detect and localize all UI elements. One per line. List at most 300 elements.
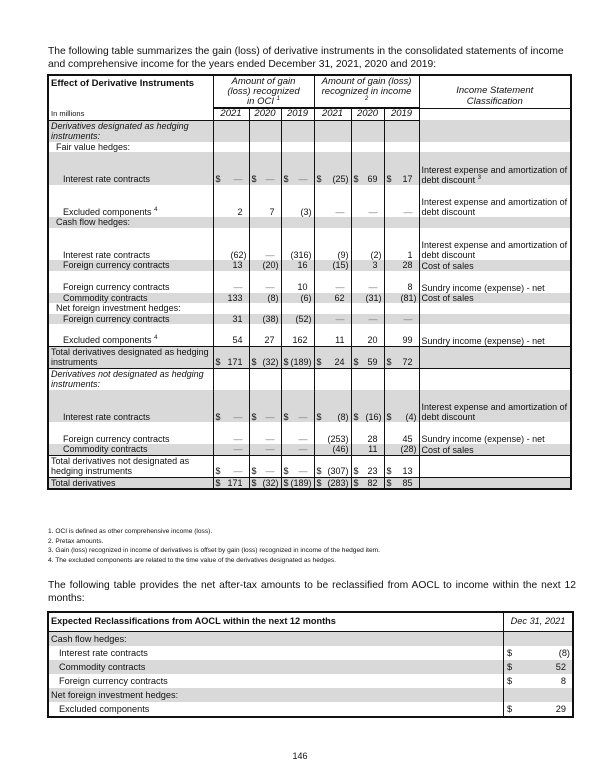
value-cell	[351, 477, 384, 489]
cell-value: —	[298, 433, 308, 444]
row-label	[48, 477, 213, 489]
cell-value: (46)	[332, 444, 349, 454]
oci-group-label: Amount of gain (loss) recognized in OCI	[227, 76, 300, 107]
currency-symbol: $	[507, 704, 513, 714]
value-cell	[249, 368, 281, 390]
value-cell	[281, 142, 314, 153]
cell-value: —	[335, 282, 345, 292]
row-label	[48, 368, 213, 390]
cell-value: —	[265, 433, 275, 444]
value-cell	[351, 152, 384, 185]
row-label-text: Total derivatives	[51, 477, 116, 488]
value-cell	[351, 346, 384, 368]
cell-value: —	[265, 466, 275, 476]
cell-value: 11	[335, 335, 345, 345]
table-title: Effect of Derivative Instruments	[48, 75, 213, 109]
cell-value: (32)	[262, 477, 279, 488]
cell-value: 24	[334, 357, 345, 367]
value-cell	[281, 260, 314, 271]
classification-header: Income Statement Classification	[419, 75, 571, 109]
year-header: 2021	[314, 109, 351, 121]
cell-value: —	[265, 444, 275, 454]
cell-value: (9)	[337, 249, 349, 260]
cell-value: (20)	[262, 260, 279, 270]
currency-symbol: $	[386, 411, 392, 422]
year-header: 2019	[281, 109, 314, 121]
value-cell	[351, 390, 384, 423]
footnote-ref: 4	[154, 206, 158, 213]
row-label	[48, 444, 213, 455]
cell-value: 82	[367, 477, 378, 488]
currency-symbol: $	[316, 411, 322, 422]
cell-value: 31	[232, 313, 243, 324]
value-cell	[384, 444, 419, 455]
value-cell	[213, 422, 249, 444]
cell-value: (32)	[262, 357, 279, 367]
value-cell	[504, 660, 574, 674]
currency-symbol: $	[507, 648, 513, 658]
year-header: 2021	[213, 109, 249, 121]
footnote: 2. Pretax amounts.	[48, 537, 104, 545]
intro-paragraph: The following table summarizes the gain (loss) of derivative instruments in the consolidated statements of income and comprehensive income for the years ended December 31, 2021, 2020 and 2019:	[48, 46, 564, 70]
row-label: Interest rate contracts	[59, 648, 148, 658]
currency-symbol: $	[283, 477, 289, 488]
value-cell	[351, 444, 384, 455]
value-cell	[384, 260, 419, 271]
classification-cell	[419, 422, 571, 444]
value-cell	[351, 314, 384, 325]
value-cell	[249, 346, 281, 368]
value-cell	[249, 293, 281, 304]
cell-value: —	[403, 313, 413, 324]
value-cell	[351, 217, 384, 228]
classification-cell	[419, 303, 571, 314]
cell-value: 13	[402, 466, 413, 476]
value-cell	[384, 217, 419, 228]
footnote: 3. Gain (loss) recognized in income of derivatives is offset by gain (loss) recognized in income of the hedged item.	[48, 547, 380, 555]
value-cell	[213, 314, 249, 325]
value-cell	[249, 217, 281, 228]
value-cell	[213, 271, 249, 293]
table-row	[48, 324, 571, 346]
derivative-effects-table	[47, 74, 572, 490]
value-cell	[351, 293, 384, 304]
value-cell	[249, 303, 281, 314]
cell-value: —	[233, 466, 243, 476]
cell-value: 162	[292, 335, 308, 345]
table-row	[48, 422, 571, 444]
cell-value: 52	[555, 662, 566, 672]
value-cell	[249, 271, 281, 293]
cell-value: 28	[367, 433, 378, 444]
value-cell	[314, 185, 351, 218]
value-cell	[314, 217, 351, 228]
cell-value: 8	[407, 282, 413, 292]
value-cell	[249, 314, 281, 325]
cell-value: (31)	[365, 292, 382, 303]
cell-value: 45	[402, 433, 413, 444]
value-cell	[281, 422, 314, 444]
value-cell	[249, 228, 281, 261]
value-cell	[384, 368, 419, 390]
cell-value: (8)	[267, 292, 279, 303]
cell-value: 3	[372, 260, 378, 270]
value-cell	[314, 314, 351, 325]
value-cell	[249, 455, 281, 477]
total-row	[48, 346, 571, 368]
value-cell	[281, 477, 314, 489]
row-label	[48, 314, 213, 325]
value-cell	[281, 185, 314, 218]
value-cell	[351, 185, 384, 218]
value-cell	[249, 477, 281, 489]
table-row	[48, 390, 571, 423]
value-cell	[314, 390, 351, 423]
cell-value: (307)	[327, 466, 349, 476]
cell-value: —	[335, 206, 345, 217]
value-cell	[314, 142, 351, 153]
currency-symbol: $	[251, 174, 257, 184]
classification-text: Interest expense and amortization of debt discount	[421, 402, 568, 422]
footnote-ref: 2	[364, 96, 369, 102]
row-label	[48, 120, 213, 142]
row-label: Cash flow hedges:	[51, 634, 127, 644]
row-label-text: Cash flow hedges:	[56, 217, 131, 227]
row-label: Net foreign investment hedges:	[51, 690, 179, 700]
value-cell	[314, 422, 351, 444]
row-label	[48, 390, 213, 423]
cell-value: (2)	[370, 249, 382, 260]
value-cell	[213, 293, 249, 304]
table-row	[48, 444, 571, 455]
cell-value: 27	[264, 335, 275, 345]
cell-value: 85	[402, 477, 413, 488]
value-cell	[351, 142, 384, 153]
footnote-ref: 4	[154, 335, 158, 341]
cell-value: —	[298, 411, 308, 422]
table-body	[48, 120, 571, 489]
currency-symbol: $	[353, 411, 359, 422]
cell-value: —	[298, 444, 308, 454]
cell-value: 20	[367, 335, 378, 345]
classification-cell	[419, 120, 571, 142]
value-cell	[314, 228, 351, 261]
value-cell	[281, 324, 314, 346]
classification-cell	[419, 217, 571, 228]
cell-value: (6)	[300, 292, 312, 303]
cell-value: —	[233, 282, 243, 292]
currency-symbol: $	[386, 477, 392, 488]
cell-value: 23	[367, 466, 378, 476]
cell-value: 72	[402, 357, 413, 367]
footnotes	[48, 527, 380, 565]
value-cell	[249, 142, 281, 153]
classification-cell	[419, 368, 571, 390]
cell-value: 1	[407, 249, 413, 260]
cell-value: (62)	[230, 249, 247, 260]
currency-symbol: $	[283, 466, 289, 476]
section-header-row	[48, 142, 571, 153]
value-cell	[249, 260, 281, 271]
value-cell	[384, 314, 419, 325]
row-label	[48, 152, 213, 185]
value-cell	[351, 120, 384, 142]
units-label: In millions	[48, 109, 213, 121]
row-label	[48, 260, 213, 271]
value-cell	[314, 477, 351, 489]
classification-cell	[419, 271, 571, 293]
cell-value: 13	[232, 260, 243, 270]
row-label-text: Interest rate contracts	[63, 174, 151, 184]
value-cell	[213, 217, 249, 228]
row-label	[48, 346, 213, 368]
table-title: Expected Reclassifications from AOCL within the next 12 months	[48, 612, 504, 632]
footnote-ref: 1	[276, 96, 280, 102]
row-label	[48, 303, 213, 314]
cell-value: (4)	[405, 411, 417, 422]
row-label	[48, 422, 213, 444]
value-cell	[314, 120, 351, 142]
cell-value: (16)	[365, 411, 382, 422]
cell-value: —	[233, 411, 243, 422]
currency-symbol: $	[353, 477, 359, 488]
value-cell	[213, 477, 249, 489]
cell-value: 62	[334, 292, 345, 303]
cell-value: 7	[269, 206, 275, 217]
table-row	[48, 271, 571, 293]
value-cell	[213, 185, 249, 218]
row-label-text: Derivatives designated as hedging instruments:	[51, 120, 189, 141]
classification-text: Cost of sales	[421, 444, 474, 455]
currency-symbol: $	[316, 357, 322, 367]
total-row	[48, 455, 571, 477]
cell-value: (3)	[300, 206, 312, 217]
value-cell	[213, 303, 249, 314]
year-header: 2020	[249, 109, 281, 121]
year-header: 2020	[351, 109, 384, 121]
cell-value: —	[265, 174, 275, 184]
classification-cell	[419, 314, 571, 325]
currency-symbol: $	[386, 174, 392, 184]
currency-symbol: $	[507, 676, 513, 686]
row-label-text: Foreign currency contracts	[63, 260, 170, 270]
value-cell	[281, 120, 314, 142]
value-cell	[384, 346, 419, 368]
row-label-text: Interest rate contracts	[63, 249, 151, 260]
row-label-text: Interest rate contracts	[63, 411, 151, 422]
value-cell	[384, 455, 419, 477]
currency-symbol: $	[215, 411, 221, 422]
value-cell	[213, 142, 249, 153]
value-cell	[249, 422, 281, 444]
cell-value: (316)	[290, 249, 312, 260]
cell-value: —	[403, 206, 413, 217]
table-row	[48, 260, 571, 271]
classification-text: Interest expense and amortization of debt discount	[421, 164, 568, 185]
cell-value: (8)	[558, 648, 570, 658]
row-label	[48, 185, 213, 218]
value-cell	[504, 674, 574, 688]
row-label-text: Commodity contracts	[63, 292, 148, 303]
footnote: 1. OCI is defined as other comprehensive income (loss).	[48, 528, 213, 535]
classification-cell	[419, 346, 571, 368]
date-column-header: Dec 31, 2021	[504, 612, 574, 632]
value-cell	[384, 422, 419, 444]
cell-value: (81)	[400, 292, 417, 303]
classification-cell	[419, 324, 571, 346]
cell-value: —	[265, 249, 275, 260]
currency-symbol: $	[507, 662, 513, 672]
row-label-text: Foreign currency contracts	[63, 313, 170, 324]
value-cell	[504, 646, 574, 660]
footnote-ref: 3	[477, 174, 481, 181]
value-cell	[314, 324, 351, 346]
value-cell	[384, 120, 419, 142]
value-cell	[249, 185, 281, 218]
intro-paragraph-aocl: The following table provides the net after-tax amounts to be reclassified from AOCL to income within the next 12 months:	[48, 580, 576, 604]
classification-text: Sundry income (expense) - net	[421, 282, 545, 293]
classification-text: Sundry income (expense) - net	[421, 434, 545, 444]
footnote: 4. The excluded components are related to the time value of the derivatives designated as hedges.	[48, 556, 336, 564]
cell-value: 8	[560, 676, 566, 686]
cell-value: (189)	[290, 477, 312, 488]
value-cell	[384, 142, 419, 153]
value-cell	[314, 444, 351, 455]
currency-symbol: $	[283, 174, 289, 184]
cell-value: —	[265, 282, 275, 292]
cell-value: —	[233, 444, 243, 454]
cell-value	[566, 634, 570, 644]
row-label: Foreign currency contracts	[59, 676, 168, 686]
cell-value: 17	[402, 174, 413, 184]
table-row	[48, 660, 573, 674]
cell-value: (189)	[290, 357, 312, 367]
section-header-row	[48, 217, 571, 228]
row-label-text: Total derivatives not designated as hedging instruments	[51, 455, 190, 476]
value-cell	[249, 324, 281, 346]
cell-value: (28)	[400, 444, 417, 454]
value-cell	[384, 152, 419, 185]
value-cell	[351, 368, 384, 390]
cell-value: —	[233, 174, 243, 184]
currency-symbol: $	[316, 174, 322, 184]
value-cell	[281, 444, 314, 455]
row-label-text: Total derivatives designated as hedging instruments	[51, 346, 209, 367]
currency-symbol: $	[251, 466, 257, 476]
row-label-text: Excluded components	[63, 335, 152, 345]
page-number: 146	[292, 751, 308, 761]
classification-cell	[419, 185, 571, 218]
row-label-text: Fair value hedges:	[56, 141, 131, 152]
value-cell	[384, 293, 419, 304]
year-header: 2019	[384, 109, 419, 121]
cell-value: 69	[367, 174, 378, 184]
row-label: Commodity contracts	[59, 662, 146, 672]
row-label-text: Commodity contracts	[63, 444, 148, 454]
cell-value: —	[335, 313, 345, 324]
classification-cell	[419, 455, 571, 477]
cell-value: 99	[402, 335, 413, 345]
value-cell	[384, 228, 419, 261]
currency-symbol: $	[251, 357, 257, 367]
currency-symbol: $	[353, 466, 359, 476]
classification-text: Sundry income (expense) - net	[421, 335, 545, 346]
value-cell	[213, 368, 249, 390]
row-label	[48, 271, 213, 293]
value-cell	[504, 632, 574, 647]
value-cell	[351, 455, 384, 477]
classification-text: Cost of sales	[421, 293, 474, 303]
classification-cell	[419, 260, 571, 271]
table-row	[48, 688, 573, 702]
currency-symbol: $	[283, 357, 289, 367]
cell-value: (8)	[337, 411, 349, 422]
value-cell	[314, 293, 351, 304]
value-cell	[314, 346, 351, 368]
value-cell	[504, 688, 574, 702]
value-cell	[281, 271, 314, 293]
value-cell	[213, 324, 249, 346]
value-cell	[384, 324, 419, 346]
cell-value	[566, 690, 570, 700]
cell-value: 133	[227, 292, 243, 303]
row-label-text: Derivatives not designated as hedging instruments:	[51, 368, 204, 389]
row-label: Excluded components	[59, 704, 150, 714]
value-cell	[281, 217, 314, 228]
value-cell	[384, 303, 419, 314]
value-cell	[314, 303, 351, 314]
cell-value: —	[233, 433, 243, 444]
table-row	[48, 646, 573, 660]
value-cell	[351, 422, 384, 444]
value-cell	[213, 228, 249, 261]
cell-value: 2	[237, 206, 243, 217]
row-label-text: Foreign currency contracts	[63, 282, 170, 292]
aocl-reclassification-table	[47, 611, 574, 718]
row-label	[48, 324, 213, 346]
cell-value: 171	[227, 477, 243, 488]
row-label	[48, 228, 213, 261]
cell-value: 28	[402, 260, 413, 270]
row-label	[48, 293, 213, 304]
classification-text: Cost of sales	[421, 260, 474, 271]
classification-cell	[419, 228, 571, 261]
value-cell	[213, 444, 249, 455]
value-cell	[314, 260, 351, 271]
currency-symbol: $	[251, 477, 257, 488]
income-group-label: Amount of gain (loss) recognized in income	[321, 76, 412, 97]
cell-value: 59	[367, 357, 378, 367]
value-cell	[351, 324, 384, 346]
cell-value: (52)	[295, 313, 312, 324]
value-cell	[281, 455, 314, 477]
classification-text: Interest expense and amortization of debt discount	[421, 240, 568, 260]
classification-cell	[419, 142, 571, 153]
row-label	[48, 217, 213, 228]
cell-value: —	[368, 282, 378, 292]
row-label	[48, 142, 213, 153]
classification-text: Interest expense and amortization of debt discount	[421, 197, 568, 217]
value-cell	[281, 293, 314, 304]
cell-value: 10	[297, 282, 308, 292]
section-header-row	[48, 303, 571, 314]
value-cell	[384, 271, 419, 293]
value-cell	[281, 314, 314, 325]
cell-value: (38)	[262, 313, 279, 324]
table-row	[48, 674, 573, 688]
value-cell	[249, 390, 281, 423]
table-row	[48, 702, 573, 717]
